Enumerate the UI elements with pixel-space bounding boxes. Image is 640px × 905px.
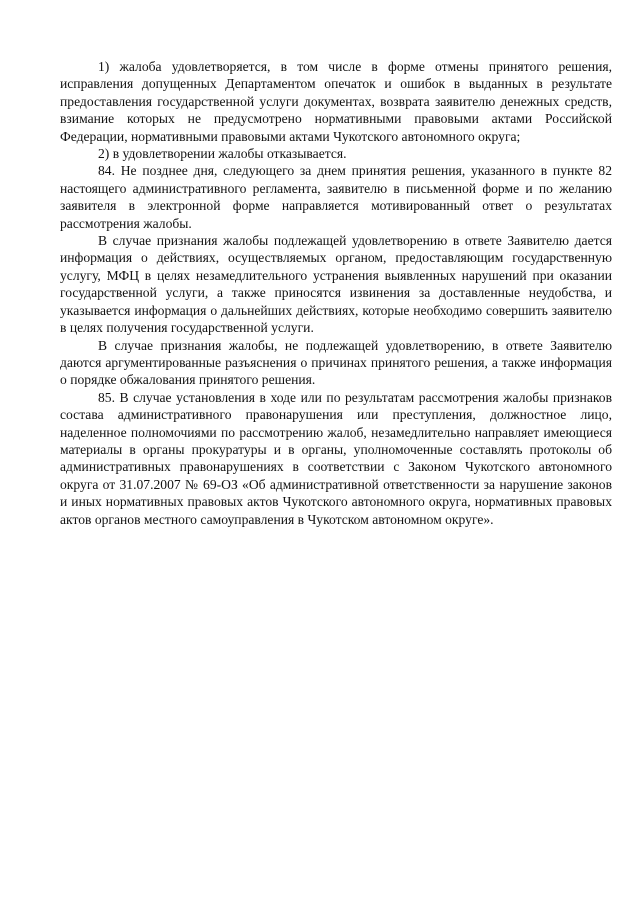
document-body	[60, 58, 612, 528]
paragraph-complaint-rejected: В случае признания жалобы, не подлежащей удовлетворению, в ответе Заявителю даются аргументированные разъяснения о причинах принятого решения, а также информация о порядке обжалования принятого решения.	[60, 337, 612, 388]
paragraph-84: 84. Не позднее дня, следующего за днем принятия решения, указанного в пункте 82 настоящего административного регламента, заявителю в письменной форме и по желанию заявителя в электронной форме направляется мотивированный ответ о результатах рассмотрения жалобы.	[60, 163, 612, 231]
paragraph-item-2-refusal: 2) в удовлетворении жалобы отказывается.	[98, 146, 347, 162]
paragraph-item-1-resolution: 1) жалоба удовлетворяется, в том числе в форме отмены принятого решения, исправления допущенных Департаментом опечаток и ошибок в выданных в результате предоставления государственной услуги документах, возврата заявителю денежных средств, взимание которых не предусмотрено нормативными правовыми актами Российской Федерации, нормативными правовыми актами Чукотского автономного округа;	[60, 59, 612, 144]
paragraph-complaint-upheld: В случае признания жалобы подлежащей удовлетворению в ответе Заявителю дается информация о действиях, осуществляемых органом, предоставляющим государственную услугу, МФЦ в целях незамедлительного устранения выявленных нарушений при оказании государственной услуги, а также приносятся извинения за доставленные неудобства, и указывается информация о дальнейших действиях, которые необходимо совершить заявителю в целях получения государственной услуги.	[60, 233, 612, 336]
paragraph-85: 85. В случае установления в ходе или по результатам рассмотрения жалобы признаков состава административного правонарушения или преступления, должностное лицо, наделенное полномочиями по рассмотрению жалоб, незамедлительно направляет имеющиеся материалы в органы прокуратуры и в органы, уполномоченные составлять протоколы об административных правонарушениях в соответствии с Законом Чукотского автономного округа от 31.07.2007 № 69-ОЗ «Об административной ответственности за нарушение законов и иных нормативных правовых актов Чукотского автономного округа, нормативных правовых актов органов местного самоуправления в Чукотском автономном округе».	[60, 389, 612, 527]
